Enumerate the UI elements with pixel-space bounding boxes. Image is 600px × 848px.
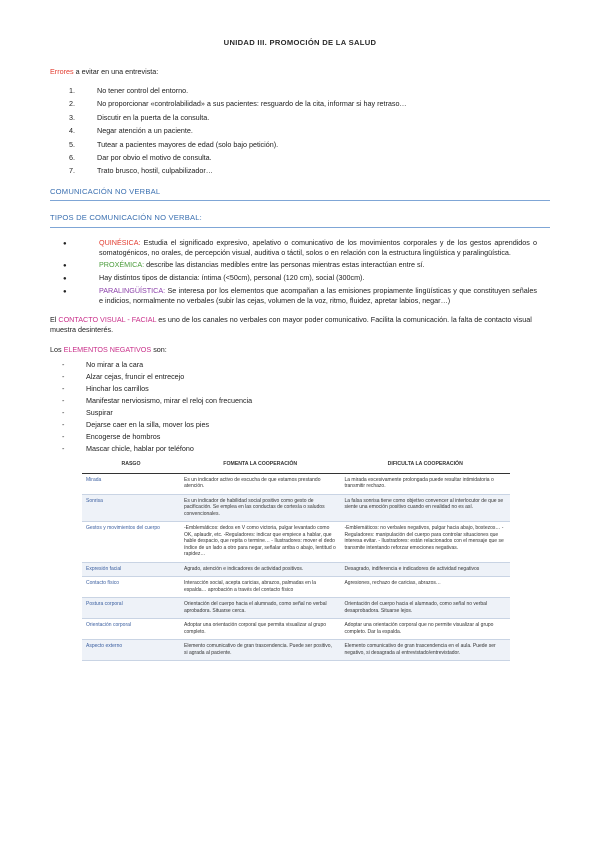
page-title: UNIDAD III. PROMOCIÓN DE LA SALUD [223, 38, 377, 47]
table-row [82, 619, 510, 640]
table-header-cell: DIFICULTA LA COOPERACIÓN [340, 456, 510, 473]
cooperation-table [82, 456, 510, 661]
list-item: 2. No proporcionar «controlabilidad» a sus pacientes: resguardo de la cita, informar si hay retraso… [69, 99, 407, 109]
table-row [82, 598, 510, 619]
table-cell: Orientación corporal [82, 619, 180, 640]
list-item-text: No tener control del entorno. [97, 86, 189, 95]
list-item: - Suspirar [62, 407, 113, 417]
table-header-row [82, 456, 510, 473]
table-cell: Sonrisa [82, 494, 180, 522]
list-item: ● PROXÉMICA: describe las distancias medibles entre las personas mientras estas interactúan entre sí. [63, 259, 425, 269]
type-text: Se interesa por los elementos que acompañan a las emisiones propiamente lingüísticas y que constituyen señales e indicios, normalmente no verbales (subir las cejas, volumen de la voz, ritmo, fluidez, apretar labios, negar…) [99, 285, 537, 305]
negatives-rest: son: [151, 344, 167, 354]
list-item: 3. Discutir en la puerta de la consulta. [69, 112, 210, 122]
list-item: - Mascar chicle, hablar por teléfono [62, 443, 194, 453]
type-text: describe las distancias medibles entre las personas mientras estas interactúan entre sí. [144, 259, 425, 269]
types-list [50, 238, 550, 306]
errors-highlight: Errores [50, 66, 74, 76]
table-cell: -Emblemáticos: dedos en V como victoria, pulgar levantado como OK, aplaudir, etc. -Reguladores: indicar que empiece a hablar, que hable despacio, que repita o termine… - Ilustradores: mover el dedo índice de un lado a otro para negar, señalar arriba o abajo, lentitud o rapidez… [180, 522, 340, 563]
table-cell: Es un indicador activo de escucha de que estamos prestando atención. [180, 473, 340, 494]
list-item-text: Discutir en la puerta de la consulta. [97, 112, 210, 122]
list-item-text: Encogerse de hombros [86, 431, 161, 441]
list-item-text: Alzar cejas, fruncir el entrecejo [86, 371, 185, 381]
table-cell: Interacción social, acepta caricias, abrazos, palmadas en la espalda… aprobación a través del contacto físico [180, 577, 340, 598]
type-term: PROXÉMICA: [99, 259, 145, 269]
errors-intro [50, 67, 550, 77]
table-cell: Elemento comunicativo de gran trascendencia en el aula. Puede ser negativo, si desagrada al entrevistado/entrevistador. [340, 640, 510, 661]
table-cell: La falsa sonrisa tiene como objetivo convencer al interlocutor de que se siente una emoción positivo cuando en realidad no es así. [340, 494, 510, 522]
table-cell: Contacto físico [82, 577, 180, 598]
list-item-text: Trato brusco, hostil, culpabilizador… [97, 166, 213, 176]
list-item-text: Tutear a pacientes mayores de edad (solo bajo petición). [97, 139, 279, 149]
list-item-text: Dejarse caer en la silla, mover los pies [86, 419, 210, 429]
table-cell: Gestos y movimientos del cuerpo [82, 522, 180, 563]
table-row [82, 494, 510, 522]
table-row [82, 522, 510, 563]
table-cell: Elemento comunicativo de gran trascendencia. Puede ser positivo, si agrada al paciente. [180, 640, 340, 661]
contact-highlight: CONTACTO VISUAL - FACIAL [58, 315, 157, 325]
table-cell: Postura corporal [82, 598, 180, 619]
table-cell: Agresiones, rechazo de caricias, abrazos… [340, 577, 510, 598]
negatives-highlight: ELEMENTOS NEGATIVOS [63, 344, 152, 354]
errors-list [50, 86, 550, 177]
document-page [50, 38, 550, 661]
table-row [82, 640, 510, 661]
table-cell: Es un indicador de habilidad social positivo como gesto de pacificación. Se emplea en las conductas de cortesía o saludos convencionales. [180, 494, 340, 522]
list-item-text: Hinchar los carrillos [86, 383, 149, 393]
list-item: 7. Trato brusco, hostil, culpabilizador… [69, 166, 213, 176]
list-item: 4. Negar atención a un paciente. [69, 126, 193, 136]
list-item: - Manifestar nerviosismo, mirar el reloj con frecuencia [62, 395, 253, 405]
table-cell: Agrado, atención e indicadores de actividad positivos. [180, 562, 340, 577]
table-cell: Expresión facial [82, 562, 180, 577]
table-row [82, 577, 510, 598]
list-item-text: Manifestar nerviosismo, mirar el reloj con frecuencia [86, 395, 253, 405]
list-item: 1. No tener control del entorno. [69, 86, 189, 95]
contact-text: es uno de los canales no verbales con mayor poder comunicativo. Facilita la comunicación. la falta de contacto visual muestra desinterés. [50, 315, 532, 335]
type-text: Hay distintos tipos de distancia: íntima (<50cm), personal (120 cm), social (300cm). [99, 272, 365, 282]
list-item: 6. Dar por obvio el motivo de consulta. [69, 153, 212, 163]
table-cell: La mirada excesivamente prolongada puede resultar intimidatoria o transmitir rechazo. [340, 473, 510, 494]
errors-intro-text: a evitar en una entrevista: [73, 66, 159, 76]
list-item: ● QUINÉSICA: Estudia el significado expresivo, apelativo o comunicativo de los movimientos corporales y de los gestos aprendidos o somatogénicos, no orales, de percepción visual, auditiva o táctil, solos o en relación con la estructura lingüística y paralingüística. [63, 238, 537, 258]
table-cell: Aspecto externo [82, 640, 180, 661]
list-item: 5. Tutear a pacientes mayores de edad (solo bajo petición). [69, 139, 279, 149]
table-cell: Adoptar una orientación corporal que no permite visualizar al grupo completo. Dar la espalda. [340, 619, 510, 640]
table-cell: Orientación del cuerpo hacia el alumnado, como señal no verbal desaprobadora. Situarse lejos. [340, 598, 510, 619]
negatives-prefix: Los [50, 344, 64, 354]
table-cell: Desagrado, indiferencia e indicadores de actividad negativos [340, 562, 510, 577]
list-item: - Dejarse caer en la silla, mover los pies [62, 419, 210, 429]
table-cell: Mirada [82, 473, 180, 494]
list-item: ● PARALINGÜÍSTICA: Se interesa por los elementos que acompañan a las emisiones propiamente lingüísticas y que constituyen señales e indicios, normalmente no verbales (subir las cejas, volumen de la voz, ritmo, fluidez, apretar labios, negar…) [63, 285, 537, 305]
contact-prefix: El [50, 315, 59, 325]
list-item-text: Dar por obvio el motivo de consulta. [97, 153, 212, 163]
negatives-intro [50, 345, 550, 355]
list-item: - Encogerse de hombros [62, 431, 161, 441]
table-header-cell: FOMENTA LA COOPERACIÓN [180, 456, 340, 473]
section-heading-nonverbal: COMUNICACIÓN NO VERBAL [50, 187, 550, 202]
negatives-list [50, 360, 550, 454]
list-item: - Hinchar los carrillos [62, 383, 149, 393]
type-text: Estudia el significado expresivo, apelativo o comunicativo de los movimientos corporales y de los gestos aprendidos o somatogénicos, no orales, de percepción visual, auditiva o táctil, solos o en relación con la estructura lingüística y paralingüística. [99, 238, 537, 258]
table-header-cell: RASGO [82, 456, 180, 473]
table-cell: Orientación del cuerpo hacia el alumnado, como señal no verbal aprobadora. Situarse cerca. [180, 598, 340, 619]
list-item-text: No proporcionar «controlabilidad» a sus pacientes: resguardo de la cita, informar si hay retraso… [97, 99, 407, 109]
contact-paragraph [50, 315, 542, 335]
type-term: PARALINGÜÍSTICA: [99, 285, 166, 295]
section-heading-types: TIPOS DE COMUNICACIÓN NO VERBAL: [50, 213, 550, 228]
type-term: QUINÉSICA: [99, 238, 141, 248]
list-item-text: Mascar chicle, hablar por teléfono [86, 443, 194, 453]
table-cell: -Emblemáticos: no verbales negativos, pulgar hacia abajo, bostezos… -Reguladores: manipulación del cuerpo para controlar situaciones que interesa evitar. - Ilustradores: están relacionados con el mensaje que se transmite intentando reforzar emociones negativas. [340, 522, 510, 563]
table-row [82, 562, 510, 577]
list-item-text: Negar atención a un paciente. [97, 126, 193, 136]
list-item-text: Suspirar [86, 407, 113, 417]
table-cell: Adoptar una orientación corporal que permita visualizar al grupo completo. [180, 619, 340, 640]
table-row [82, 473, 510, 494]
list-item: - No mirar a la cara [62, 359, 144, 369]
list-item: - Alzar cejas, fruncir el entrecejo [62, 371, 185, 381]
list-item: ● Hay distintos tipos de distancia: íntima (<50cm), personal (120 cm), social (300cm). [63, 272, 365, 282]
list-item-text: No mirar a la cara [86, 359, 144, 369]
